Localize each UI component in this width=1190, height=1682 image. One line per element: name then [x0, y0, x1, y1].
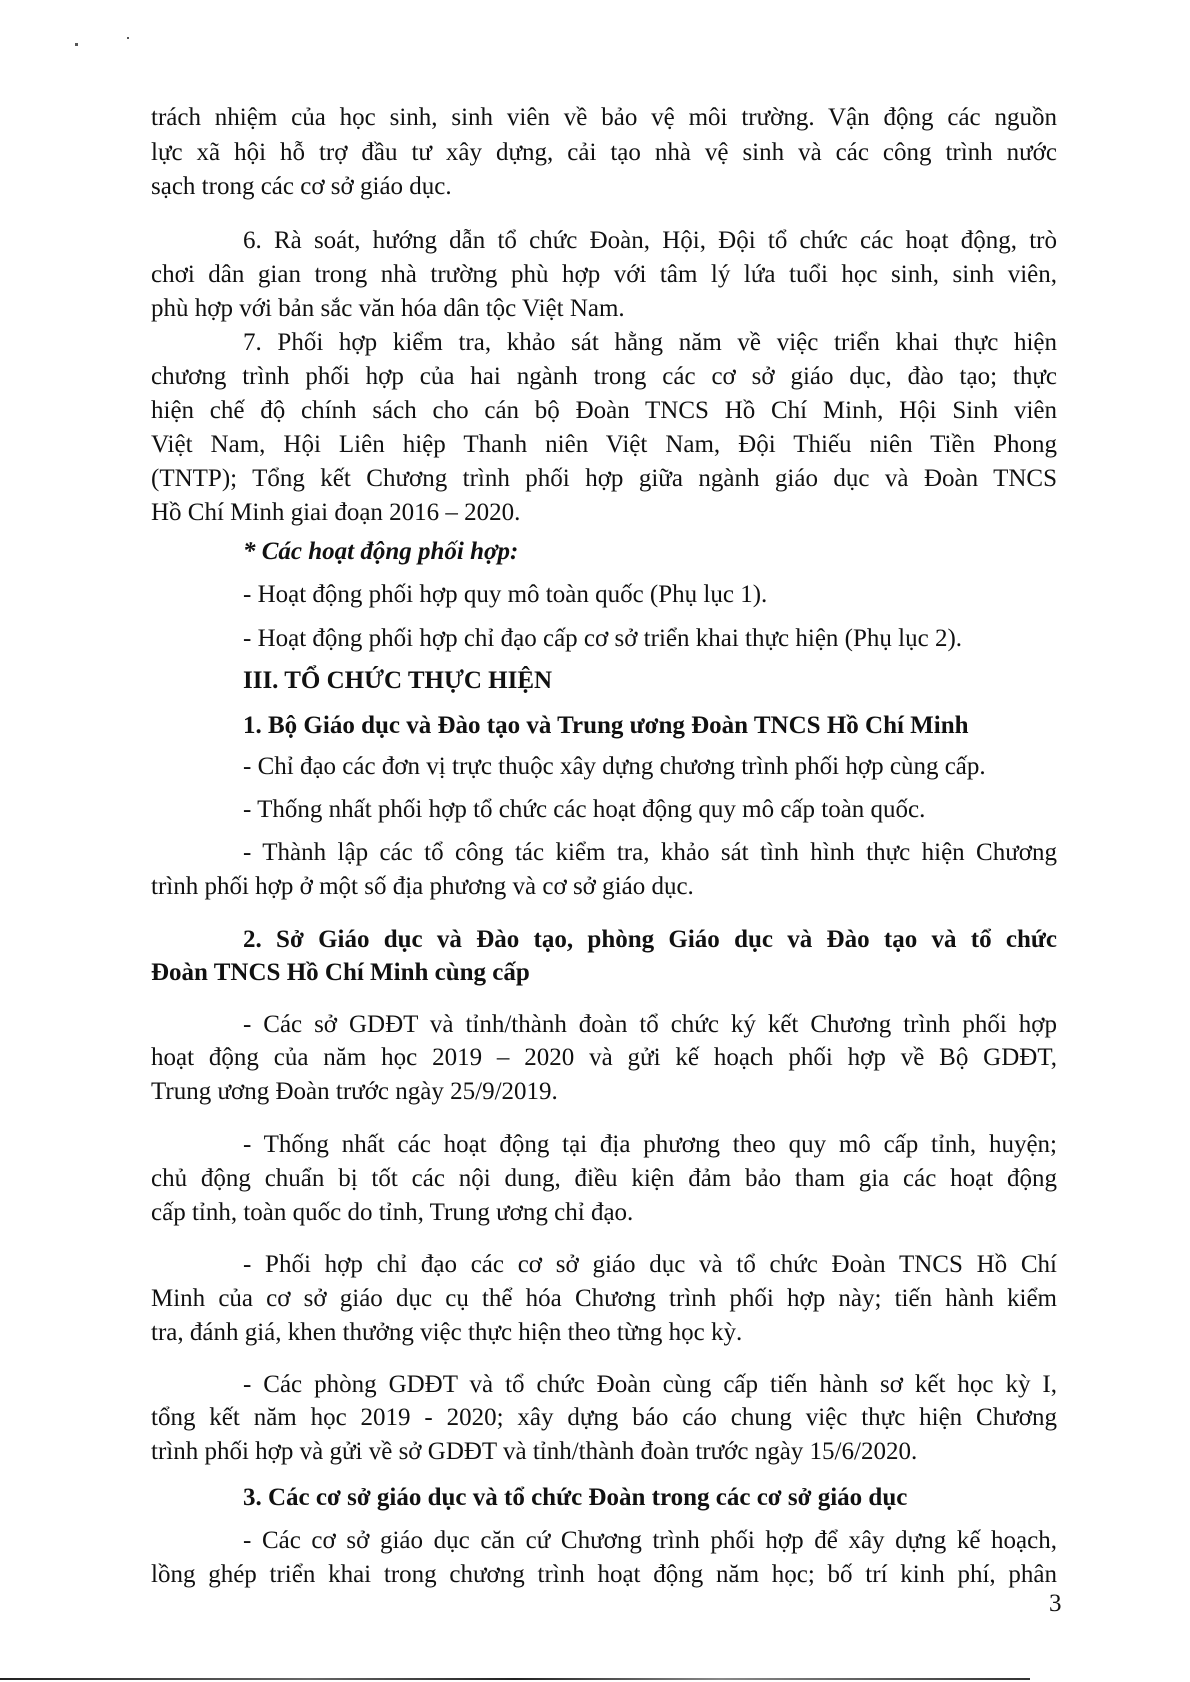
subsection-1-heading: 1. Bộ Giáo dục và Đào tạo và Trung ương Đoàn TNCS Hồ Chí Minh	[243, 712, 969, 739]
item-7-line: (TNTP); Tổng kết Chương trình phối hợp giữa ngành giáo dục và Đoàn TNCS	[151, 465, 1057, 492]
subsection-2-item: - Các sở GDĐT và tỉnh/thành đoàn tổ chức ký kết Chương trình phối hợp	[243, 1011, 1057, 1038]
subsection-1-item: trình phối hợp ở một số địa phương và cơ sở giáo dục.	[151, 873, 694, 900]
subsection-3-item: - Các cơ sở giáo dục căn cứ Chương trình phối hợp để xây dựng kế hoạch,	[243, 1527, 1057, 1554]
paragraph-line: lực xã hội hỗ trợ đầu tư xây dựng, cải tạo nhà vệ sinh và các công trình nước	[151, 139, 1057, 166]
scan-edge-line	[0, 1678, 1030, 1680]
subsection-3-item: lồng ghép triển khai trong chương trình hoạt động năm học; bố trí kinh phí, phân	[151, 1561, 1057, 1588]
subsection-2-item: Trung ương Đoàn trước ngày 25/9/2019.	[151, 1078, 558, 1105]
item-7-line: chương trình phối hợp của hai ngành trong các cơ sở giáo dục, đào tạo; thực	[151, 363, 1057, 390]
subsection-2-item: cấp tỉnh, toàn quốc do tỉnh, Trung ương chỉ đạo.	[151, 1199, 634, 1226]
paragraph-line: trách nhiệm của học sinh, sinh viên về bảo vệ môi trường. Vận động các nguồn	[151, 104, 1057, 131]
activity-item: - Hoạt động phối hợp quy mô toàn quốc (Phụ lục 1).	[243, 581, 768, 608]
subsection-1-item: - Chỉ đạo các đơn vị trực thuộc xây dựng chương trình phối hợp cùng cấp.	[243, 753, 986, 780]
page-number: 3	[1049, 1590, 1062, 1617]
paragraph-line: sạch trong các cơ sở giáo dục.	[151, 173, 452, 200]
activity-item: - Hoạt động phối hợp chỉ đạo cấp cơ sở triển khai thực hiện (Phụ lục 2).	[243, 625, 963, 652]
subsection-1-item: - Thống nhất phối hợp tổ chức các hoạt động quy mô cấp toàn quốc.	[243, 796, 926, 823]
subsection-2-item: tra, đánh giá, khen thưởng việc thực hiện theo từng học kỳ.	[151, 1319, 743, 1346]
subsection-2-item: hoạt động của năm học 2019 – 2020 và gửi kế hoạch phối hợp về Bộ GDĐT,	[151, 1044, 1057, 1071]
subsection-2-item: - Phối hợp chỉ đạo các cơ sở giáo dục và tổ chức Đoàn TNCS Hồ Chí	[243, 1251, 1057, 1278]
item-7-line: Việt Nam, Hội Liên hiệp Thanh niên Việt Nam, Đội Thiếu niên Tiền Phong	[151, 431, 1057, 458]
item-6-line: 6. Rà soát, hướng dẫn tổ chức Đoàn, Hội, Đội tổ chức các hoạt động, trò	[243, 227, 1057, 254]
subsection-2-item: trình phối hợp và gửi về sở GDĐT và tỉnh/thành đoàn trước ngày 15/6/2020.	[151, 1438, 918, 1465]
item-7-line: Hồ Chí Minh giai đoạn 2016 – 2020.	[151, 499, 521, 526]
section-heading: III. TỔ CHỨC THỰC HIỆN	[243, 667, 553, 694]
activities-heading: * Các hoạt động phối hợp:	[243, 538, 519, 565]
subsection-2-item: - Các phòng GDĐT và tổ chức Đoàn cùng cấp tiến hành sơ kết học kỳ I,	[243, 1371, 1057, 1398]
subsection-2-item: Minh của cơ sở giáo dục cụ thể hóa Chương trình phối hợp này; tiến hành kiểm	[151, 1285, 1057, 1312]
scan-artifact	[75, 43, 78, 46]
subsection-2-item: - Thống nhất các hoạt động tại địa phương theo quy mô cấp tỉnh, huyện;	[243, 1131, 1057, 1158]
item-6-line: phù hợp với bản sắc văn hóa dân tộc Việt Nam.	[151, 295, 625, 322]
subsection-2-item: chủ động chuẩn bị tốt các nội dung, điều kiện đảm bảo tham gia các hoạt động	[151, 1165, 1057, 1192]
subsection-3-heading: 3. Các cơ sở giáo dục và tổ chức Đoàn trong các cơ sở giáo dục	[243, 1484, 908, 1511]
scan-artifact	[127, 37, 129, 39]
subsection-1-item: - Thành lập các tổ công tác kiểm tra, khảo sát tình hình thực hiện Chương	[243, 839, 1057, 866]
subsection-2-heading: Đoàn TNCS Hồ Chí Minh cùng cấp	[151, 959, 530, 986]
item-7-line: hiện chế độ chính sách cho cán bộ Đoàn TNCS Hồ Chí Minh, Hội Sinh viên	[151, 397, 1057, 424]
item-7-line: 7. Phối hợp kiểm tra, khảo sát hằng năm về việc triển khai thực hiện	[243, 329, 1057, 356]
subsection-2-item: tổng kết năm học 2019 - 2020; xây dựng báo cáo chung việc thực hiện Chương	[151, 1404, 1057, 1431]
subsection-2-heading: 2. Sở Giáo dục và Đào tạo, phòng Giáo dục và Đào tạo và tổ chức	[243, 926, 1057, 953]
item-6-line: chơi dân gian trong nhà trường phù hợp với tâm lý lứa tuổi học sinh, sinh viên,	[151, 261, 1057, 288]
